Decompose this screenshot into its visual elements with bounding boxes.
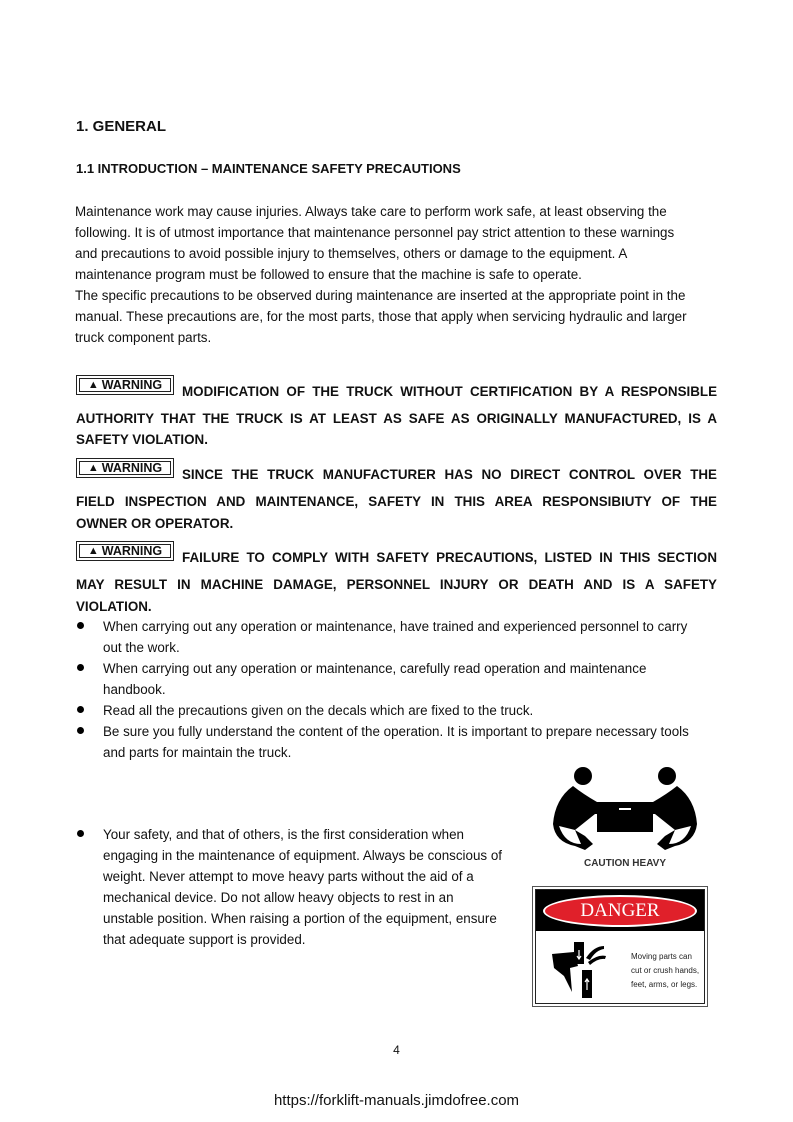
bullet-text: Read all the precautions given on the decals which are fixed to the truck. (103, 703, 534, 718)
bullet-text: and parts for maintain the truck. (103, 745, 292, 760)
text-line: and precautions to avoid possible injury to themselves, others or damage to the equipment. A (75, 246, 628, 261)
warning-text: FIELD INSPECTION AND MAINTENANCE, SAFETY IN THIS AREA RESPONSIBIUTY OF THE (76, 494, 717, 509)
text-line: The specific precautions to be observed during maintenance are inserted at the appropriate point in the (75, 288, 686, 303)
bullet-text: unstable position. When raising a portion of the equipment, ensure (103, 911, 497, 926)
warning-text: MAY RESULT IN MACHINE DAMAGE, PERSONNEL INJURY OR DEATH AND IS A SAFETY (76, 577, 717, 592)
warning-label: WARNING (101, 544, 163, 558)
danger-title: DANGER (543, 895, 697, 927)
bullet-text: out the work. (103, 640, 180, 655)
bullet-text: that adequate support is provided. (103, 932, 306, 947)
subsection-heading: 1.1 INTRODUCTION – MAINTENANCE SAFETY PRECAUTIONS (76, 161, 461, 176)
workers-lifting-icon (545, 764, 705, 854)
bullet-text: When carrying out any operation or maintenance, have trained and experienced personnel to carry (103, 619, 688, 634)
text-line: manual. These precautions are, for the most parts, those that apply when servicing hydraulic and larger (75, 309, 687, 324)
bullet-icon (77, 830, 84, 837)
danger-sign (532, 886, 708, 1007)
warning-text: AUTHORITY THAT THE TRUCK IS AT LEAST AS SAFE AS ORIGINALLY MANUFACTURED, IS A (76, 411, 717, 426)
bullet-text: Be sure you fully understand the content of the operation. It is important to prepare necessary tools (103, 724, 689, 739)
warning-badge (76, 541, 174, 561)
text-line: following. It is of utmost importance that maintenance personnel pay strict attention to these warnings (75, 225, 675, 240)
danger-text-line: feet, arms, or legs. (631, 980, 698, 989)
footer-url[interactable]: https://forklift-manuals.jimdofree.com (273, 1092, 520, 1109)
warning-triangle-icon: ▲ (87, 379, 99, 391)
caution-caption: CAUTION HEAVY (583, 858, 667, 869)
danger-description (631, 950, 699, 992)
bullet-icon (77, 727, 84, 734)
warning-text: FAILURE TO COMPLY WITH SAFETY PRECAUTIONS, LISTED IN THIS SECTION (182, 550, 717, 565)
warning-badge (76, 375, 174, 395)
bullet-icon (77, 664, 84, 671)
warning-badge (76, 458, 174, 478)
danger-text-line: Moving parts can (631, 952, 692, 961)
warning-text: SAFETY VIOLATION. (76, 432, 208, 447)
warning-text: VIOLATION. (76, 599, 152, 614)
bullet-text: engaging in the maintenance of equipment. Always be conscious of (103, 848, 503, 863)
warning-text: OWNER OR OPERATOR. (76, 516, 234, 531)
warning-triangle-icon: ▲ (87, 462, 99, 474)
text-line: maintenance program must be followed to ensure that the machine is safe to operate. (75, 267, 582, 282)
text-line: Maintenance work may cause injuries. Always take care to perform work safe, at least observing the (75, 204, 667, 219)
page-number: 4 (393, 1043, 400, 1057)
bullet-text: Your safety, and that of others, is the first consideration when (103, 827, 465, 842)
crush-hazard-icon (550, 940, 610, 1000)
bullet-icon (77, 706, 84, 713)
bullet-icon (77, 622, 84, 629)
text-line: truck component parts. (75, 330, 212, 345)
danger-text-line: cut or crush hands, (631, 966, 700, 975)
warning-label: WARNING (101, 461, 163, 475)
warning-label: WARNING (101, 378, 163, 392)
warning-text: SINCE THE TRUCK MANUFACTURER HAS NO DIRECT CONTROL OVER THE (182, 467, 717, 482)
bullet-text: handbook. (103, 682, 166, 697)
bullet-text: When carrying out any operation or maintenance, carefully read operation and maintenance (103, 661, 647, 676)
warning-text: MODIFICATION OF THE TRUCK WITHOUT CERTIFICATION BY A RESPONSIBLE (182, 384, 717, 399)
bullet-text: mechanical device. Do not allow heavy objects to rest in an (103, 890, 454, 905)
section-heading: 1. GENERAL (76, 118, 167, 135)
bullet-text: weight. Never attempt to move heavy parts without the aid of a (103, 869, 474, 884)
caution-heavy-illustration (545, 764, 705, 874)
warning-triangle-icon: ▲ (87, 545, 99, 557)
